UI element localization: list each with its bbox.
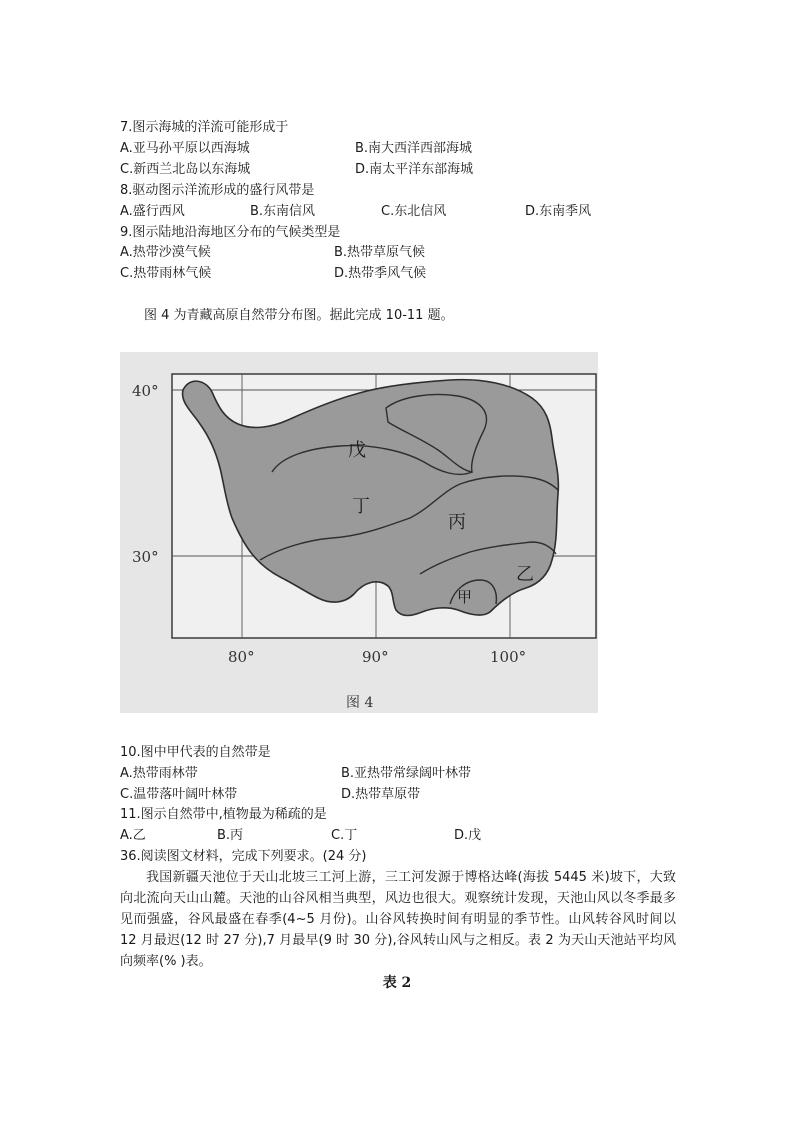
- figure-4-map: [120, 352, 598, 713]
- q9-option-a: A.热带沙漠气候: [120, 245, 211, 260]
- figure-caption: 图 4: [346, 695, 374, 711]
- zone-label-bing: 丙: [448, 512, 466, 533]
- figure4-intro: 图 4 为青藏高原自然带分布图。据此完成 10-11 题。: [144, 308, 454, 323]
- q10-option-b: B.亚热带常绿阔叶林带: [341, 766, 472, 781]
- q11-option-b: B.丙: [217, 828, 244, 843]
- lon-label-100: 100°: [490, 648, 527, 666]
- q9-option-b: B.热带草原气候: [334, 245, 426, 260]
- q9-stem: 9.图示陆地沿海地区分布的气候类型是: [120, 225, 341, 240]
- q9-option-c: C.热带雨林气候: [120, 266, 212, 281]
- q10-option-a: A.热带雨林带: [120, 766, 198, 781]
- q8-option-b: B.东南信风: [250, 204, 316, 219]
- lat-label-30: 30°: [132, 548, 159, 566]
- zone-label-yi: 乙: [516, 564, 534, 585]
- q7-option-c: C.新西兰北岛以东海城: [120, 162, 251, 177]
- q7-stem: 7.图示海城的洋流可能形成于: [120, 120, 289, 135]
- q9-option-d: D.热带季风气候: [334, 266, 427, 281]
- q7-option-b: B.南大西洋西部海城: [355, 141, 473, 156]
- q10-option-d: D.热带草原带: [341, 787, 421, 802]
- q11-stem: 11.图示自然带中,植物最为稀疏的是: [120, 807, 327, 822]
- lat-label-40: 40°: [132, 382, 159, 400]
- q36-stem: 36.阅读图文材料，完成下列要求。(24 分): [120, 849, 367, 864]
- q11-option-a: A.乙: [120, 828, 146, 843]
- lon-label-90: 90°: [362, 648, 389, 666]
- q10-stem: 10.图中甲代表的自然带是: [120, 745, 271, 760]
- q8-option-a: A.盛行西风: [120, 204, 185, 219]
- q8-option-d: D.东南季风: [525, 204, 592, 219]
- table-2-title: 表 2: [382, 975, 412, 991]
- zone-label-wu: 戊: [348, 440, 366, 461]
- q8-option-c: C.东北信风: [381, 204, 447, 219]
- q8-stem: 8.驱动图示洋流形成的盛行风带是: [120, 183, 315, 198]
- q11-option-c: C.丁: [331, 828, 358, 843]
- q11-option-d: D.戊: [454, 828, 482, 843]
- q36-material-paragraph: 我国新疆天池位于天山北坡三工河上游，三工河发源于博格达峰(海拔 5445 米)坡下，大致向北流向天山山麓。天池的山谷风相当典型，风边也很大。观察统计发现，天池山风以冬季最多见而强盛，谷风最盛在春季(4~5 月份)。山谷风转换时间有明显的季节性。山风转谷风时间以 12 月最迟(12 时 27 分),7 月最早(9 时 30 分),谷风转山风与之相反。表 2 为天山天池站平均风向频率(% )表。: [120, 870, 676, 969]
- zone-label-jia: 甲: [457, 588, 473, 606]
- q7-option-d: D.南太平洋东部海城: [355, 162, 474, 177]
- zone-label-ding: 丁: [352, 496, 370, 517]
- q7-option-a: A.亚马孙平原以西海城: [120, 141, 250, 156]
- q10-option-c: C.温带落叶阔叶林带: [120, 787, 238, 802]
- lon-label-80: 80°: [228, 648, 255, 666]
